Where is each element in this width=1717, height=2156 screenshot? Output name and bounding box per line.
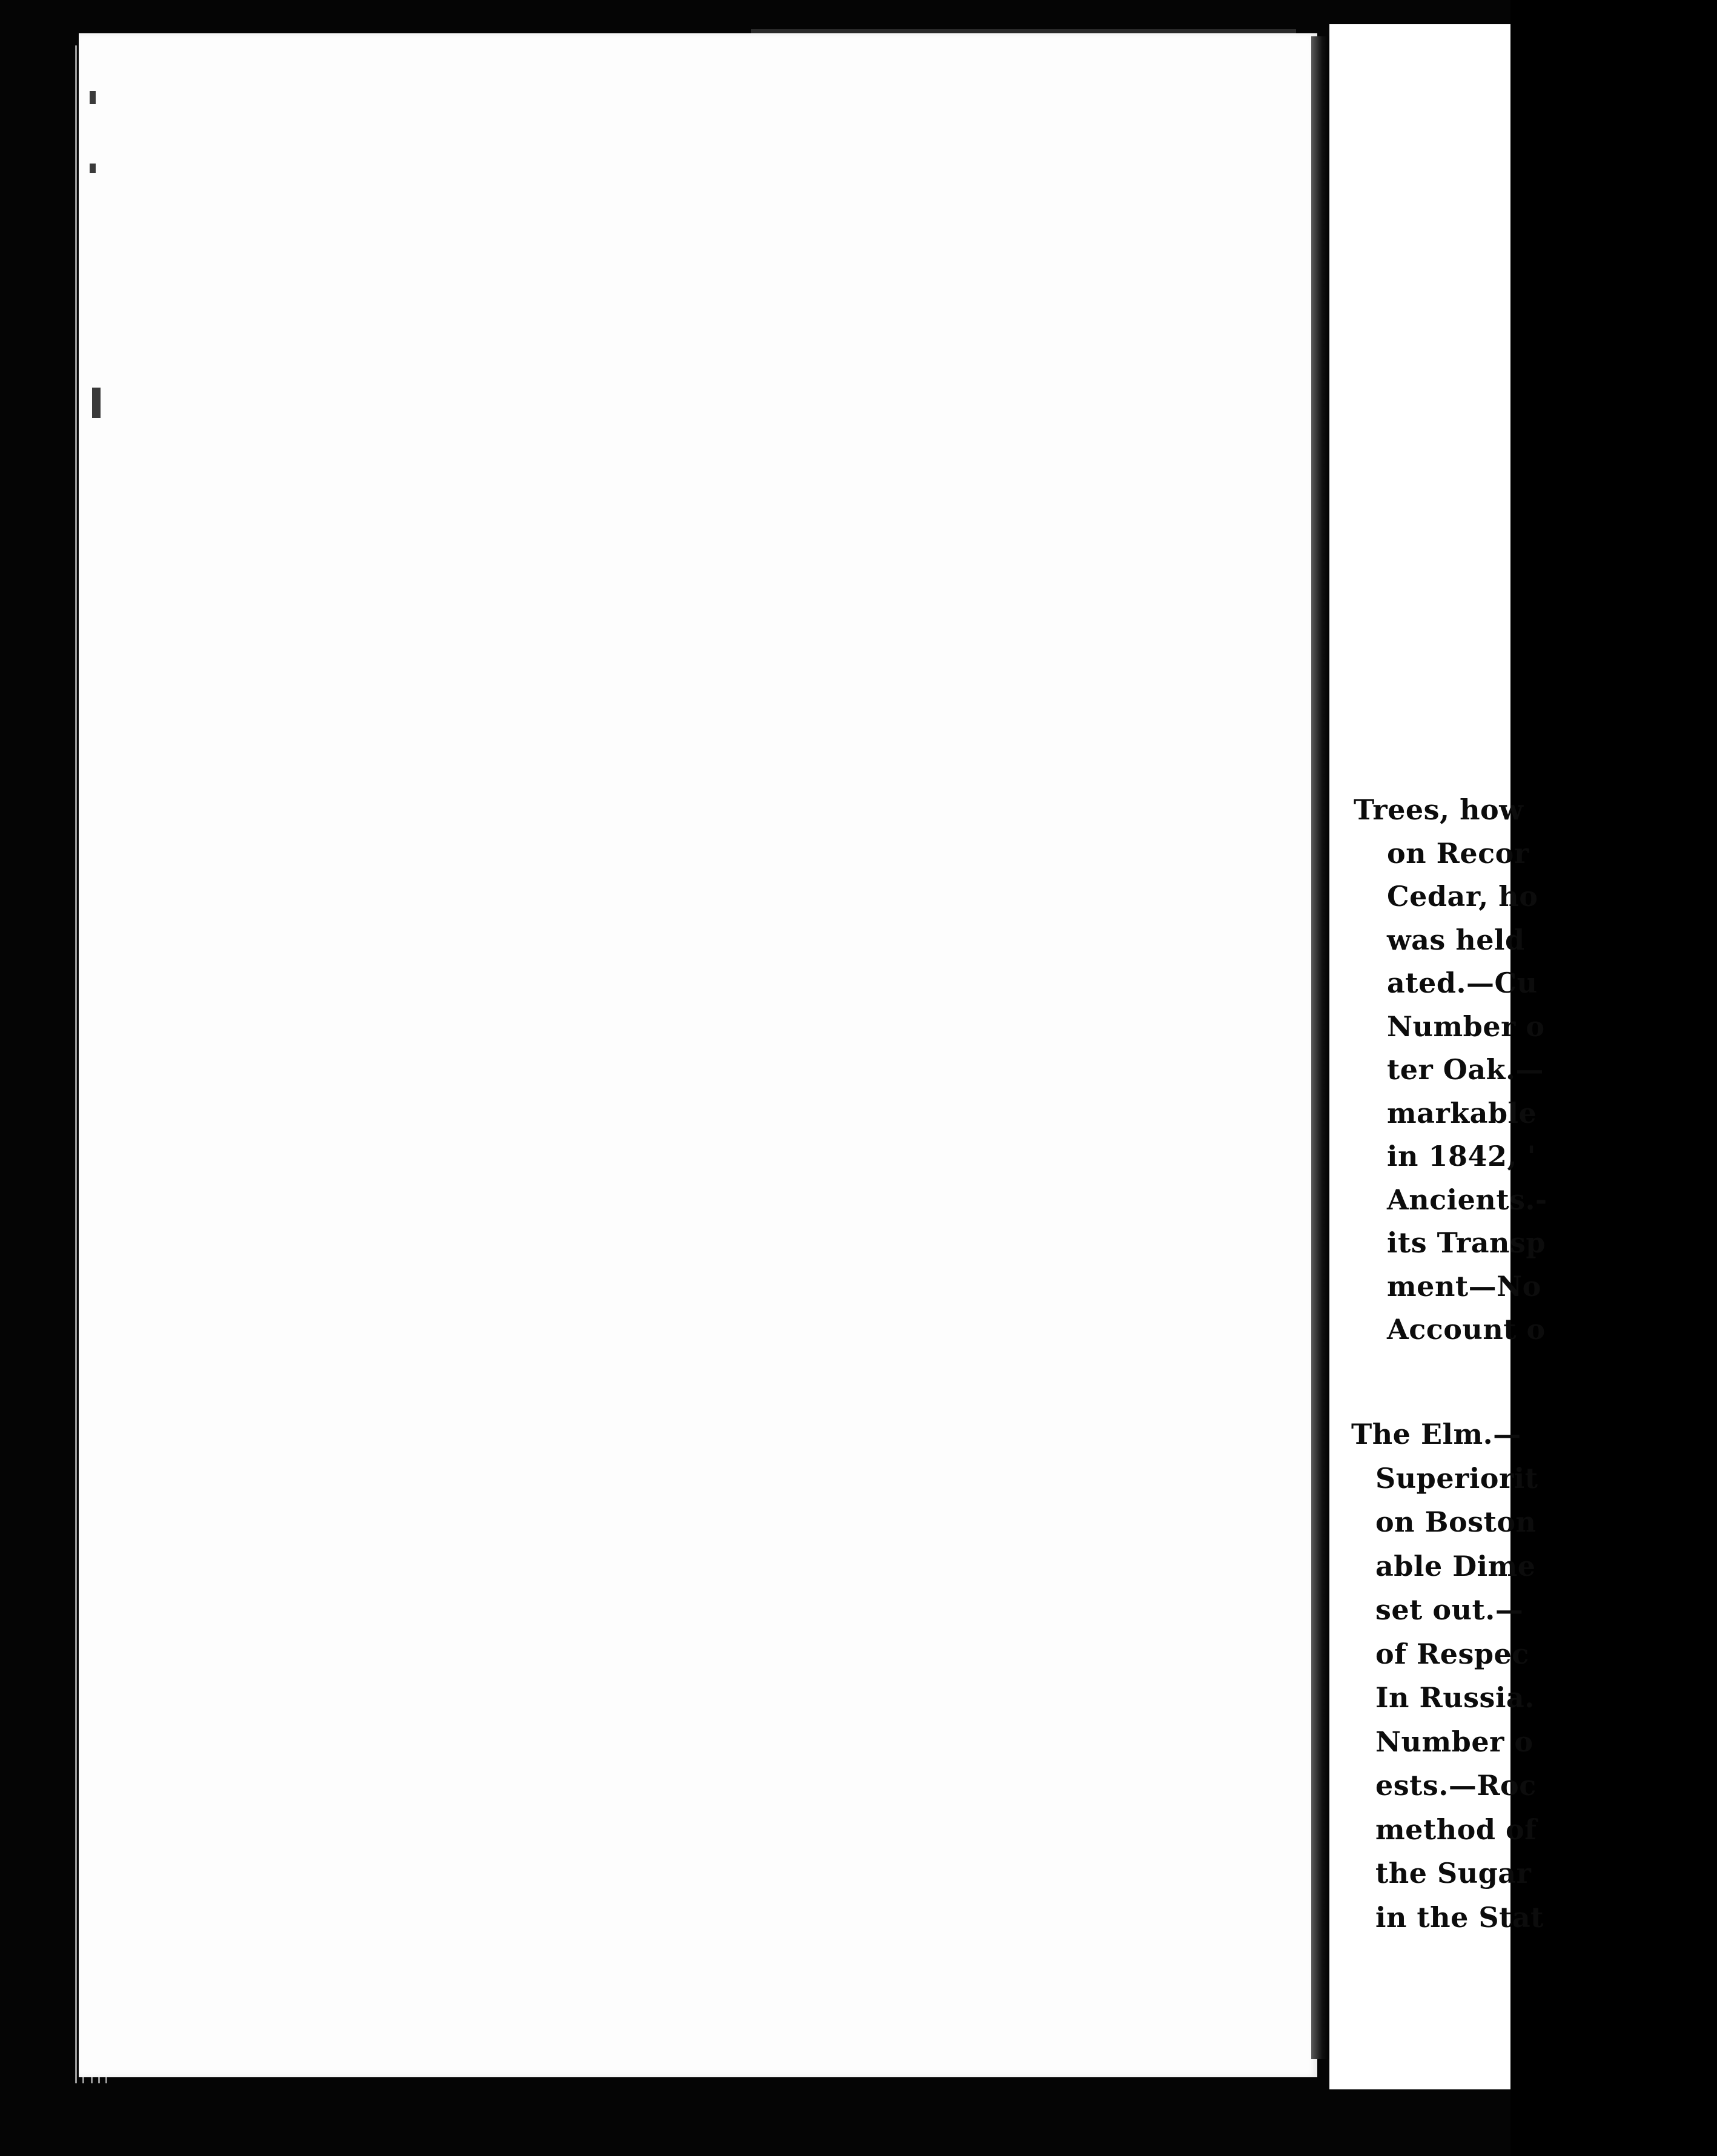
edge-mark bbox=[90, 91, 96, 104]
left-blank-page bbox=[79, 33, 1317, 2077]
entry-line: its Transp bbox=[1387, 1226, 1546, 1259]
index-entry-elm bbox=[1351, 1412, 1715, 1939]
entry-line: Number o bbox=[1387, 1010, 1545, 1043]
entry-line: was held bbox=[1387, 923, 1525, 956]
entry-line: on Boston bbox=[1375, 1506, 1537, 1538]
entry-line: in the Stat bbox=[1375, 1900, 1544, 1934]
entry-line: method of bbox=[1375, 1813, 1537, 1846]
entry-line: in 1842, ' bbox=[1387, 1140, 1537, 1172]
entry-line: on Recor bbox=[1387, 836, 1529, 870]
edge-mark bbox=[92, 388, 101, 418]
entry-line: markable bbox=[1387, 1096, 1537, 1129]
entry-line: set out.— bbox=[1375, 1593, 1524, 1626]
entry-line: Superiorit bbox=[1375, 1461, 1538, 1495]
entry-line: ated.—Cu bbox=[1387, 967, 1538, 999]
entry-line: ests.—Roc bbox=[1375, 1769, 1537, 1802]
index-entry-trees bbox=[1354, 789, 1717, 1352]
entry-line: of Respec bbox=[1375, 1637, 1529, 1670]
entry-line: Ancients.- bbox=[1387, 1183, 1547, 1216]
entry-line: Number o bbox=[1375, 1725, 1533, 1758]
entry-line: In Russia. bbox=[1375, 1681, 1535, 1714]
book-gutter bbox=[1311, 36, 1329, 2059]
entry-line: Trees, how bbox=[1354, 793, 1524, 826]
entry-line: Cedar, ho bbox=[1387, 880, 1538, 913]
edge-mark bbox=[90, 164, 96, 173]
entry-line: The Elm.— bbox=[1351, 1418, 1521, 1450]
entry-line: the Sugar bbox=[1375, 1857, 1532, 1890]
right-text-page bbox=[1329, 24, 1547, 2089]
entry-line: ment—No bbox=[1387, 1269, 1541, 1303]
entry-line: able Dime bbox=[1375, 1549, 1536, 1582]
entry-line: ter Oak.— bbox=[1387, 1053, 1544, 1086]
entry-line: Account o bbox=[1387, 1313, 1546, 1346]
